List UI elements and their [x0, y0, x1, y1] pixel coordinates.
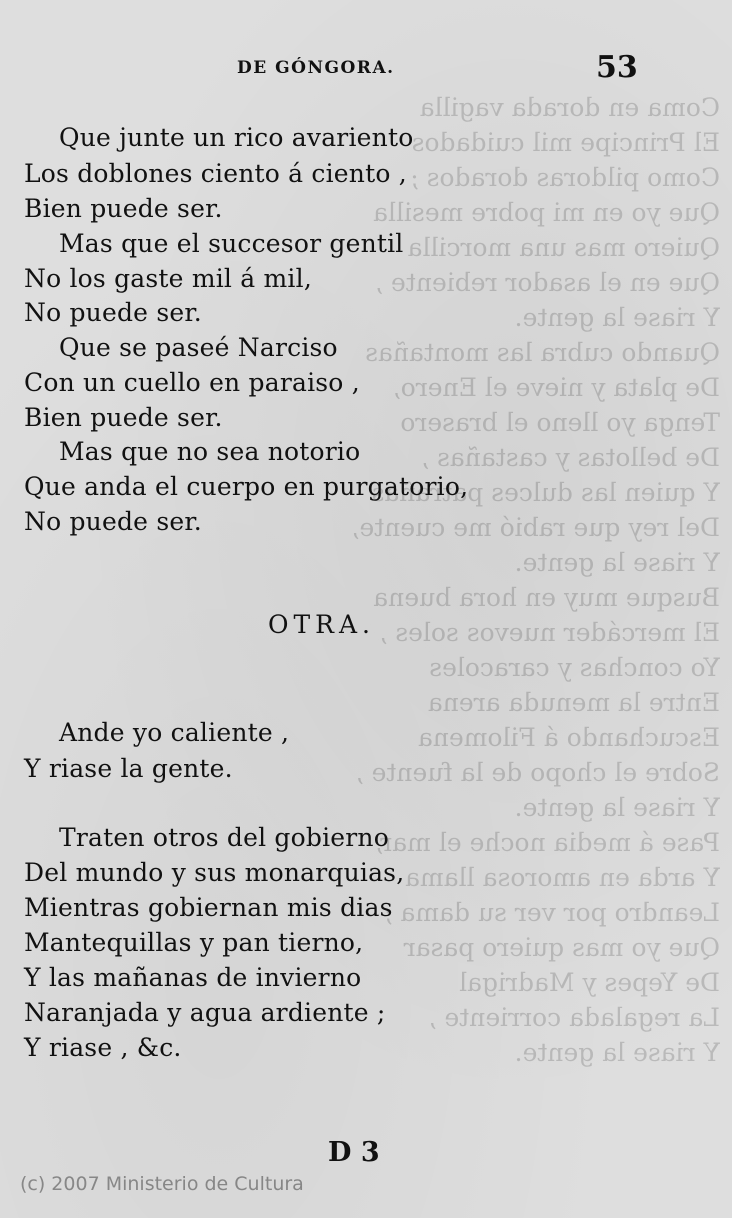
poem-line: No puede ser. [24, 298, 202, 327]
poem-line: Que se paseé Narciso [59, 333, 338, 362]
poem-line: Mas que no sea notorio [59, 437, 361, 466]
poem-line: Naranjada y agua ardiente ; [24, 998, 386, 1027]
section-title: OTRA. [268, 610, 375, 639]
poem-line: Con un cuello en paraiso , [24, 368, 360, 397]
poem-line: Los doblones ciento á ciento , [24, 159, 407, 188]
poem-line: Mantequillas y pan tierno, [24, 928, 364, 957]
signature-mark: D 3 [328, 1137, 380, 1168]
poem-line: No los gaste mil á mil, [24, 264, 312, 293]
poem-line: Que anda el cuerpo en purgatorio, [24, 472, 469, 501]
poem-line: Mientras gobiernan mis dias [24, 893, 393, 922]
poem-line: Bien puede ser. [24, 403, 223, 432]
poem-line: No puede ser. [24, 507, 202, 536]
refrain-line: Y riase la gente. [24, 754, 233, 783]
page-number: 53 [596, 50, 638, 85]
refrain-line: Ande yo caliente , [59, 718, 290, 747]
running-title: DE GÓNGORA. [237, 58, 395, 78]
verso-bleed-through: Coma en dorada vagilla El Principe mil cuidados Como pildoras dorados ; Que yo en mi pobre mesilla Quiero mas una morcilla Que en el asador rebiente , Y riase la gente. Quando cubra las montañas De plata y nieve el Enero, Tenga yo lleno el brasero De bellotas y castañas , Y quien las dulces patrañas Del rey que rabió me cuente, Y riase la gente. Busque muy en hora buena El mercáder nuevos soles , Yo conchas y caracoles Entre la menuda arena Escuchando á Filomena Sobre el chopo de la fuente , Y riase la gente. Pase á media noche el mar, Y arda en amorosa llama Leandro por ver su dama ; Que yo mas quiero pasar De Yepes y Madrigal La regalada corriente , Y riase la gente. [351, 93, 720, 1067]
poem-line: Traten otros del gobierno [59, 823, 389, 852]
poem-line: Mas que el succesor gentil [59, 229, 404, 258]
poem-line: Del mundo y sus monarquias, [24, 858, 405, 887]
copyright-watermark: (c) 2007 Ministerio de Cultura [20, 1173, 304, 1195]
poem-line: Y las mañanas de invierno [24, 963, 362, 992]
poem-line: Que junte un rico avariento [59, 123, 414, 152]
poem-line: Bien puede ser. [24, 194, 223, 223]
poem-line: Y riase , &c. [24, 1033, 182, 1062]
